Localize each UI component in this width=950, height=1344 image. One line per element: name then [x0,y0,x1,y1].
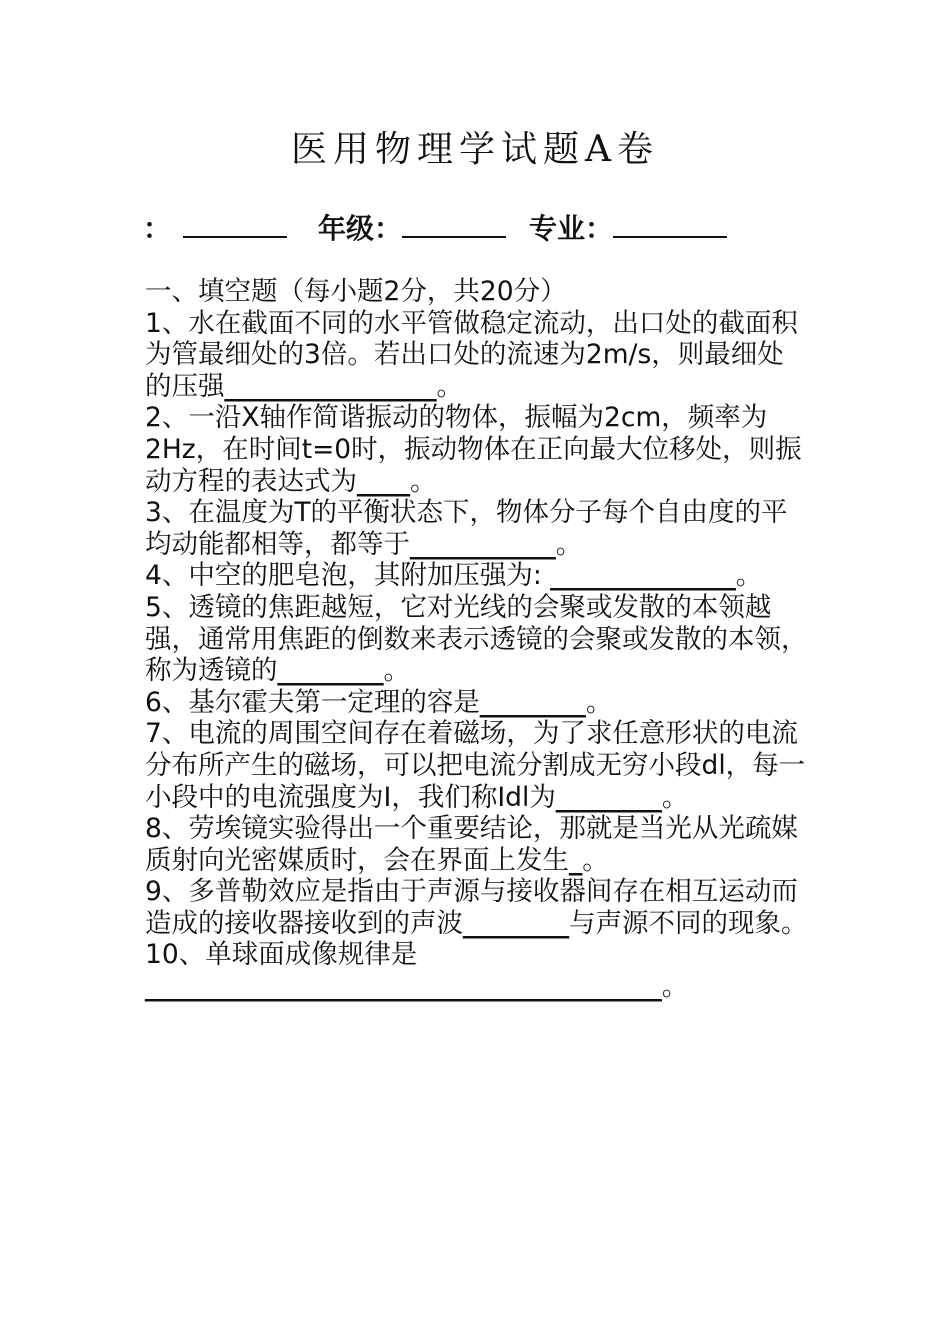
question-4-end: 。 [735,560,763,592]
question-1-text: 1、水在截面不同的水平管做稳定流动，出口处的截面积为管最细处的3倍。若出口处的流速为2m/s，则最细处的压强 [145,307,798,402]
major-blank[interactable] [613,206,727,238]
question-9-end: 与声源不同的现象。 [569,907,808,939]
question-6 [145,687,810,719]
question-4-text: 4、中空的肥皂泡，其附加压强为: [145,560,551,592]
question-1-end: 。 [436,370,463,402]
question-8 [145,813,810,876]
question-8-blank[interactable]: _ [569,844,583,876]
question-4 [145,560,810,592]
question-8-text: 8、劳埃镜实验得出一个重要结论，那就是当光从光疏媒质射向光密媒质时，会在界面上发生 [145,813,798,876]
student-info-row [143,206,823,250]
question-5-text: 5、透镜的焦距越短，它对光线的会聚或发散的本领越强，通常用焦距的倒数来表示透镜的会聚或发散的本领，称为透镜的 [145,591,808,687]
document-title: 医用物理学试题A卷 [291,129,659,170]
question-10-end: 。 [661,971,689,1003]
question-7-blank[interactable]: ________ [555,781,662,813]
question-9-blank[interactable]: ________ [463,907,569,939]
major-label: 专业： [529,213,614,244]
grade-field [318,206,506,251]
question-3-end: 。 [555,528,583,560]
question-6-end: 。 [585,686,613,718]
question-3-blank[interactable]: ___________ [410,528,556,560]
question-6-blank[interactable]: ________ [479,686,586,718]
question-2 [145,402,810,497]
question-10 [145,939,810,1002]
question-4-blank[interactable]: ______________ [550,560,736,592]
major-field [529,206,727,251]
section-heading: 一、填空题（每小题2分，共20分） [145,276,567,307]
question-1-blank[interactable]: ________________ [224,370,437,402]
question-7-end: 。 [661,781,689,813]
question-2-end: 。 [410,465,437,497]
question-5-end: 。 [383,655,410,687]
question-10-text: 10、单球面成像规律是 [145,939,418,971]
question-5-blank[interactable]: ________ [277,655,384,687]
question-2-text: 2、一沿X轴作简谐振动的物体，振幅为2cm，频率为2Hz，在时间t=0时，振动物体在正向最大位移处，则振动方程的表达式为 [145,402,802,497]
name-blank[interactable] [183,206,287,238]
question-8-end: 。 [582,844,609,876]
name-label: ： [143,213,172,244]
grade-label: 年级： [318,213,403,244]
question-7-text: 7、电流的周围空间存在着磁场，为了求任意形状的电流分布所产生的磁场，可以把电流分割成无穷小段dl，每一小段中的电流强度为I，我们称Idl为 [145,718,806,813]
question-6-text: 6、基尔霍夫第一定理的容是 [145,686,480,718]
question-2-blank[interactable]: ____ [357,465,410,497]
question-5 [145,592,810,687]
question-list [145,276,810,1003]
question-9-text: 9、多普勒效应是指由于声源与接收器间存在相互运动而造成的接收器接收到的声波 [145,876,798,939]
question-7 [145,718,810,813]
question-3 [145,497,810,560]
question-1 [145,308,810,403]
question-3-text: 3、在温度为T的平衡状态下，物体分子每个自由度的平均动能都相等，都等于 [145,497,788,560]
name-field [143,206,287,251]
grade-blank[interactable] [402,206,506,238]
question-10-blank[interactable]: _______________________________________ [145,971,662,1003]
question-9 [145,876,810,939]
